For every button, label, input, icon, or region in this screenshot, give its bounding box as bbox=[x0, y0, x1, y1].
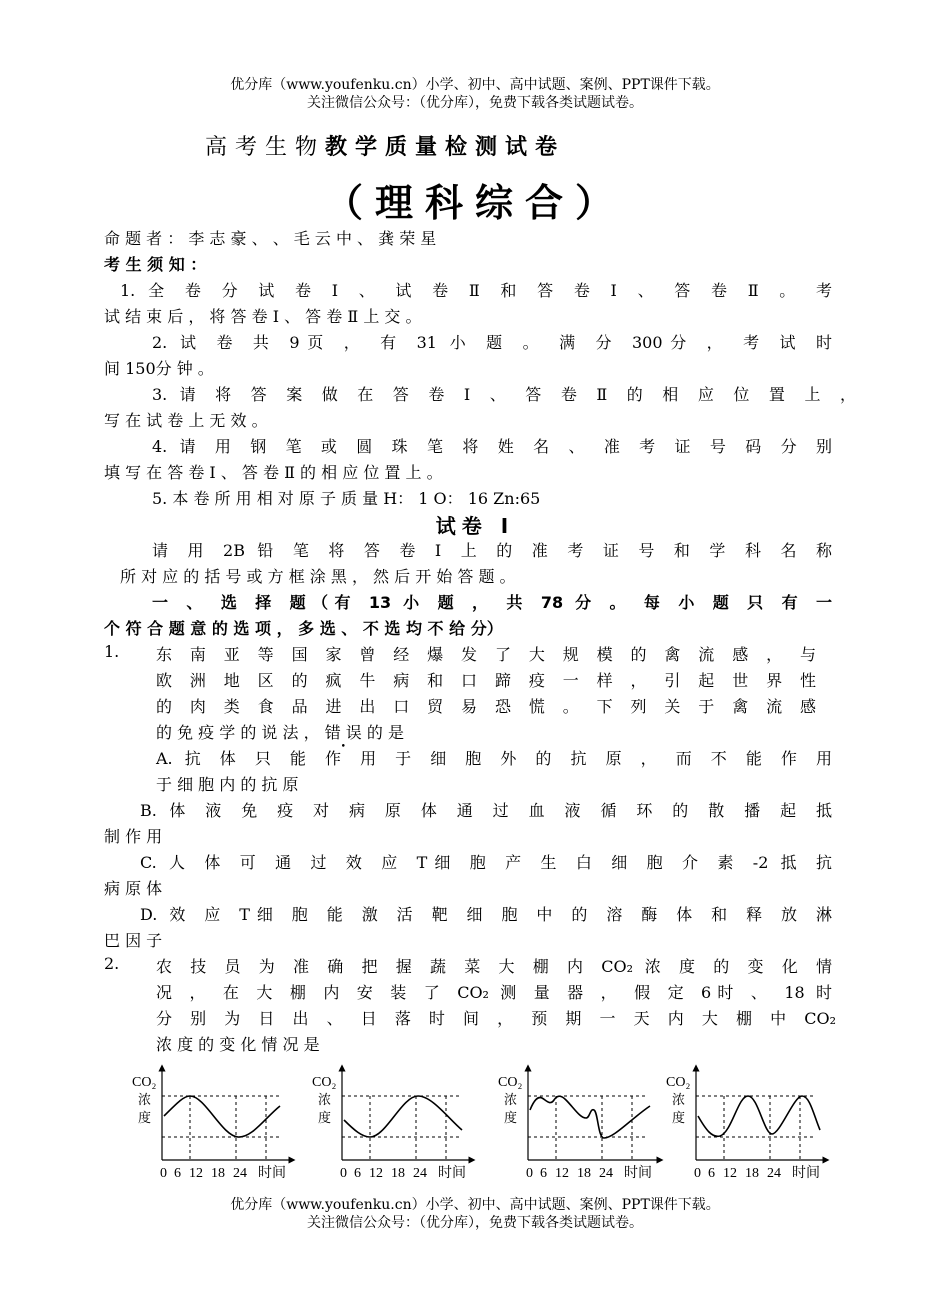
y-axis-label: 度 bbox=[504, 1110, 518, 1125]
notice-line: 3. 请 将 答 案 做 在 答 卷 Ⅰ 、 答 卷 Ⅱ 的 相 应 位 置 上 ， bbox=[152, 385, 856, 404]
tick-label: 18 bbox=[745, 1166, 759, 1181]
y-axis-label: 度 bbox=[672, 1110, 686, 1125]
notice-line: 1. 全 卷 分 试 卷 Ⅰ 、 试 卷 Ⅱ 和 答 卷 Ⅰ 、 答 卷 Ⅱ 。 考 bbox=[120, 281, 832, 300]
tick-label: 6 bbox=[708, 1166, 715, 1181]
y-axis-label: 浓 bbox=[504, 1092, 518, 1107]
x-axis-label: 时间 bbox=[438, 1166, 466, 1181]
y-axis-label: CO₂ bbox=[498, 1075, 523, 1090]
part-heading: 个 符 合 题 意 的 选 项 ， 多 选 、 不 选 均 不 给 分） bbox=[104, 619, 503, 638]
part-heading: 一 、 选 择 题（有 13 小 题 ， 共 78 分 。 每 小 题 只 有 一 bbox=[152, 593, 832, 612]
option-c: C. 人 体 可 通 过 效 应 T细 胞 产 生 白 细 胞 介 素 -2 抵 抗 bbox=[140, 853, 832, 872]
y-axis-label: CO₂ bbox=[132, 1075, 157, 1090]
question-number: 2. bbox=[104, 954, 120, 973]
footer-line-1: 优分库（www.youfenku.cn）小学、初中、高中试题、案例、PPT课件下载。 bbox=[230, 1197, 720, 1213]
y-axis-label: 浓 bbox=[318, 1092, 332, 1107]
section-title: 试卷 Ⅰ bbox=[435, 514, 515, 538]
exam-title-prefix: 高考生物 bbox=[205, 135, 326, 160]
y-axis-label: CO₂ bbox=[666, 1075, 691, 1090]
option-a-cont: 于 细 胞 内 的 抗 原 bbox=[156, 775, 299, 794]
footer-line-2: 关注微信公众号：（优分库），免费下载各类试题试卷。 bbox=[307, 1215, 643, 1231]
notice-line: 试 结 束 后 ， 将 答 卷 Ⅰ 、 答 卷 Ⅱ 上 交 。 bbox=[104, 307, 422, 326]
y-axis-label: 浓 bbox=[138, 1092, 152, 1107]
tick-label: 12 bbox=[555, 1166, 569, 1181]
exam-title-main: 教学质量检测试卷 bbox=[325, 135, 566, 160]
tick-label: 0 bbox=[160, 1166, 167, 1181]
notice-line: 2. 试 卷 共 9页 ， 有 31 小 题 。 满 分 300分 ， 考 试 时 bbox=[152, 333, 832, 352]
tick-label: 24 bbox=[599, 1166, 613, 1181]
x-axis-label: 时间 bbox=[258, 1166, 286, 1181]
question-text: 东 南 亚 等 国 家 曾 经 爆 发 了 大 规 模 的 禽 流 感 ， 与 bbox=[156, 645, 816, 664]
header-line-2: 关注微信公众号：（优分库），免费下载各类试题试卷。 bbox=[307, 95, 643, 111]
graph-c bbox=[498, 1068, 660, 1181]
question-text: 分 别 为 日 出 、 日 落 时 间 ， 预 期 一 天 内 大 棚 中 CO₂ bbox=[156, 1009, 836, 1028]
tick-label: 12 bbox=[369, 1166, 383, 1181]
question-text: 的 肉 类 食 品 进 出 口 贸 易 恐 慌 。 下 列 关 于 禽 流 感 bbox=[156, 697, 816, 716]
question-text: 浓 度 的 变 化 情 况 是 bbox=[156, 1035, 320, 1054]
tick-label: 0 bbox=[340, 1166, 347, 1181]
option-b-cont: 制 作 用 bbox=[104, 827, 163, 846]
x-axis-label: 时间 bbox=[624, 1166, 652, 1181]
tick-label: 6 bbox=[354, 1166, 361, 1181]
option-d: D. 效 应 T细 胞 能 激 活 靶 细 胞 中 的 溶 酶 体 和 释 放 淋 bbox=[140, 905, 832, 924]
option-a: A. 抗 体 只 能 作 用 于 细 胞 外 的 抗 原 ， 而 不 能 作 用 bbox=[156, 749, 832, 768]
question-text: 欧 洲 地 区 的 疯 牛 病 和 口 蹄 疫 一 样 ， 引 起 世 界 性 bbox=[156, 671, 816, 690]
question-text-part: 的 免 疫 学 的 说 法 ， bbox=[156, 723, 320, 742]
y-axis-label: 浓 bbox=[672, 1092, 686, 1107]
option-b: B. 体 液 免 疫 对 病 原 体 通 过 血 液 循 环 的 散 播 起 抵 bbox=[140, 801, 832, 820]
tick-label: 0 bbox=[694, 1166, 701, 1181]
section-instruction: 请 用 2B 铅 笔 将 答 卷 Ⅰ 上 的 准 考 证 号 和 学 科 名 称 bbox=[152, 541, 832, 560]
option-c-cont: 病 原 体 bbox=[104, 879, 163, 898]
graph-b bbox=[312, 1068, 472, 1181]
notice-line: 间 150分 钟 。 bbox=[104, 359, 214, 378]
question-text: 农 技 员 为 准 确 把 握 蔬 菜 大 棚 内 CO₂ 浓 度 的 变 化 情 bbox=[156, 957, 832, 976]
section-instruction: 所 对 应 的 括 号 或 方 框 涂 黑 ， 然 后 开 始 答 题 。 bbox=[120, 567, 516, 586]
header-line-1: 优分库（www.youfenku.cn）小学、初中、高中试题、案例、PPT课件下载。 bbox=[230, 77, 720, 93]
tick-label: 6 bbox=[174, 1166, 181, 1181]
tick-label: 24 bbox=[767, 1166, 781, 1181]
y-axis-label: 度 bbox=[318, 1110, 332, 1125]
tick-label: 0 bbox=[526, 1166, 533, 1181]
x-axis-label: 时间 bbox=[792, 1166, 820, 1181]
question-text-tail: 的 是 bbox=[361, 723, 404, 742]
tick-label: 12 bbox=[189, 1166, 203, 1181]
y-axis-label: CO₂ bbox=[312, 1075, 337, 1090]
graph-a bbox=[132, 1068, 292, 1181]
tick-label: 24 bbox=[413, 1166, 427, 1181]
notice-heading: 考 生 须 知 ： bbox=[104, 255, 207, 274]
y-axis-label: 度 bbox=[138, 1110, 152, 1125]
tick-label: 6 bbox=[540, 1166, 547, 1181]
notice-line: 写 在 试 卷 上 无 效 。 bbox=[104, 411, 268, 430]
notice-line: 5. 本 卷 所 用 相 对 原 子 质 量 H： 1 O： 16 Zn:65 bbox=[152, 489, 541, 508]
authors-line: 命 题 者 ： 李 志 豪 、 、 毛 云 中 、 龚 荣 星 bbox=[104, 229, 437, 248]
notice-line: 填 写 在 答 卷 Ⅰ 、 答 卷 Ⅱ 的 相 应 位 置 上 。 bbox=[104, 463, 443, 482]
graph-d bbox=[666, 1068, 826, 1181]
tick-label: 18 bbox=[391, 1166, 405, 1181]
exam-title bbox=[205, 130, 565, 161]
tick-label: 18 bbox=[577, 1166, 591, 1181]
option-d-cont: 巴 因 子 bbox=[104, 931, 163, 950]
question-number: 1. bbox=[104, 642, 120, 661]
emphasized-word: 错 误 • bbox=[325, 723, 362, 742]
question-text: 况 ， 在 大 棚 内 安 装 了 CO₂ 测 量 器 ， 假 定 6时 、 18 时 bbox=[156, 983, 832, 1002]
question-text bbox=[156, 720, 404, 743]
notice-line: 4. 请 用 钢 笔 或 圆 珠 笔 将 姓 名 、 准 考 证 号 码 分 别 bbox=[152, 437, 832, 456]
tick-label: 18 bbox=[211, 1166, 225, 1181]
co2-graphs bbox=[0, 1060, 950, 1190]
tick-label: 12 bbox=[723, 1166, 737, 1181]
exam-subtitle: （理科综合） bbox=[324, 181, 625, 225]
tick-label: 24 bbox=[233, 1166, 247, 1181]
